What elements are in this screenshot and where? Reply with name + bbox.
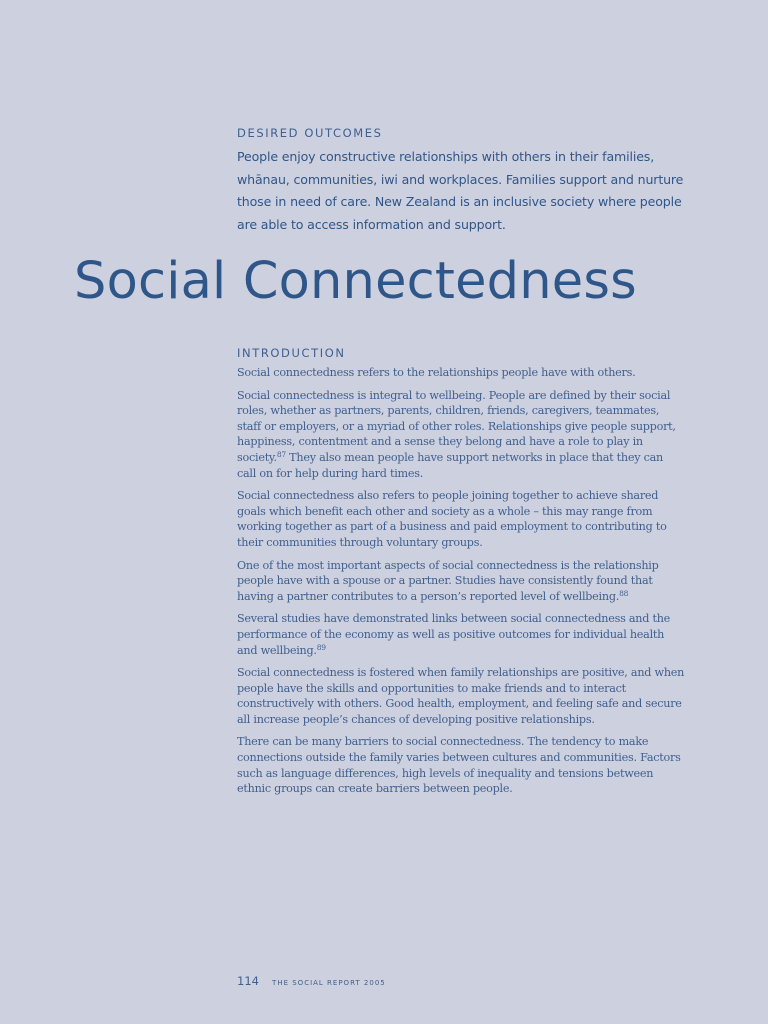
footnote-ref-87: 87	[276, 449, 286, 459]
page-title: Social Connectedness	[74, 252, 637, 311]
intro-paragraph-2: Social connectedness is integral to wellbeing. People are defined by their social roles, whether as partners, parents, children, friends, caregivers, teammates, staff or employers, or a myriad of other roles. Relationships give people support, happiness, contentment and a sense they belong and have a role to play in society.$^{87}$ They also mean people have support networks in place that they can call on for help during hard times.	[237, 388, 676, 480]
page-footer	[237, 970, 386, 989]
desired-outcomes-text: People enjoy constructive relationships with others in their families, whānau, communities, iwi and workplaces. Families support and nurture those in need of care. New Zealand is an inclusive society where people are able to access information and support.	[237, 149, 684, 232]
report-name: THE SOCIAL REPORT 2005	[272, 979, 386, 987]
desired-outcomes-label: DESIRED OUTCOMES	[237, 126, 383, 140]
intro-paragraph-3: Social connectedness also refers to people joining together to achieve shared goals which benefit each other and society as a whole – this may range from working together as part of a business and paid employment to contributing to their communities through voluntary groups.	[237, 489, 667, 549]
intro-paragraph-6: Social connectedness is fostered when family relationships are positive, and when people have the skills and opportunities to make friends and to interact constructively with others. Good health, employment, and feeling safe and secure all increase people’s chances of developing positive relationships.	[237, 666, 685, 726]
intro-paragraph-7: There can be many barriers to social connectedness. The tendency to make connections outside the family varies between cultures and communities. Factors such as language differences, high levels of inequality and tensions between ethnic groups can create barriers between people.	[237, 735, 681, 796]
introduction-label: INTRODUCTION	[237, 346, 346, 360]
footnote-ref-89: 89	[316, 642, 326, 652]
desired-outcomes-section	[237, 126, 697, 236]
footnote-ref-88: 88	[619, 588, 629, 598]
intro-paragraph-4: One of the most important aspects of social connectedness is the relationship people have with a spouse or a partner. Studies have consistently found that having a partner contributes to a person’s reported level of wellbeing.$^{88}$	[237, 558, 659, 603]
intro-paragraph-5: Several studies have demonstrated links between social connectedness and the performance of the economy as well as positive outcomes for individual health and wellbeing.$^{89}$	[237, 612, 671, 657]
page-number: 114	[237, 974, 259, 988]
introduction-section	[237, 346, 685, 804]
intro-paragraph-1: Social connectedness refers to the relationships people have with others.	[237, 366, 636, 379]
